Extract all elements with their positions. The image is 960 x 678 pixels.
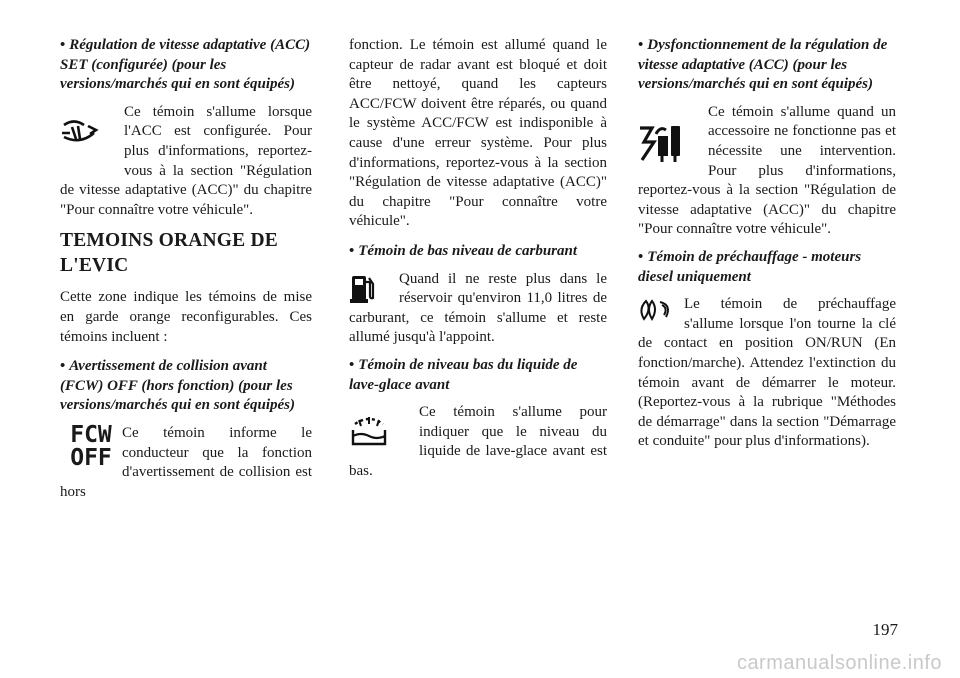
bullet: • bbox=[638, 248, 644, 265]
preheat-heading: • Témoin de préchauffage - moteurs diesel uniquement bbox=[638, 248, 862, 285]
bullet: • bbox=[638, 37, 644, 53]
preheat-text: Le témoin de préchauffage s'allume lorsque l'on tourne la clé de contact en position ON/RUN (En fonction/marche). Attendez l'extinction du témoin avant de démarrer le moteur. (Reportez-vous à la rubrique "Méthodes de démarrage" dans la section "Démarrage et conduite" pour plus d'informations). bbox=[638, 296, 896, 450]
acc-fault-icon bbox=[638, 103, 708, 181]
acc-fault-text: Ce témoin s'allume quand un accessoire ne fonctionne pas et nécessite une intervention. Pour plus d'informations, reportez-vous à la section "Régulation de vitesse adaptative (ACC)" du chapitre "Pour connaître votre véhicule". bbox=[638, 103, 896, 238]
fcw-continued-text: fonction. Le témoin est allumé quand le capteur de radar avant est bloqué et doit être nettoyé, quand les capteurs ACC/FCW doivent être réparés, ou quand le système ACC/FCW est indisponible à cause d'une erreur système. Pour plus d'informations, reportez-vous à la section "Régulation de vitesse adaptative (ACC)" du chapitre "Pour connaître votre véhicule". bbox=[349, 37, 607, 230]
fcw-off-icon: FCW OFF bbox=[70, 423, 112, 471]
fuel-heading: • Témoin de bas niveau de carburant bbox=[349, 242, 578, 259]
section-title: TEMOINS ORANGE DE L'EVIC bbox=[60, 230, 278, 277]
acc-set-text: Ce témoin s'allume lorsque l'ACC est configurée. Pour plus d'informations, reportez-vous à la section "Régulation de vitesse adaptative (ACC)" du chapitre "Pour connaître votre véhicule". bbox=[60, 103, 312, 218]
washer-heading: • Témoin de niveau bas du liquide de lave-glace avant bbox=[349, 356, 578, 393]
acc-set-heading: • Régulation de vitesse adaptative (ACC) SET (configurée) (pour les versions/marchés qui en sont équipés) bbox=[60, 37, 311, 93]
acc-fault-heading: • Dysfonctionnement de la régulation de vitesse adaptative (ACC) (pour les versions/marchés qui en sont équipés) bbox=[638, 37, 888, 93]
glow-plug-icon bbox=[638, 295, 684, 325]
fuel-pump-icon bbox=[349, 270, 399, 306]
bullet: • bbox=[349, 242, 355, 259]
column-3 bbox=[638, 36, 896, 460]
fcw-off-block bbox=[60, 424, 312, 502]
bullet: • bbox=[60, 37, 66, 53]
acc-fault-block bbox=[638, 103, 896, 240]
washer-text: Ce témoin s'allume pour indiquer que le niveau du liquide de lave-glace avant est bas. bbox=[349, 404, 607, 479]
column-1 bbox=[60, 36, 312, 510]
fcw-off-heading: • Avertissement de collision avant (FCW) OFF (hors fonction) (pour les versions/marchés qui en sont équipés) bbox=[60, 358, 296, 414]
washer-fluid-icon bbox=[349, 403, 419, 457]
bullet: • bbox=[349, 356, 355, 373]
intro-text: Cette zone indique les témoins de mise en garde orange reconfigurables. Ces témoins incluent : bbox=[60, 289, 312, 345]
preheat-block bbox=[638, 295, 896, 452]
acc-set-block bbox=[60, 103, 312, 221]
acc-set-icon bbox=[60, 103, 124, 163]
watermark: carmanualsonline.info bbox=[736, 652, 942, 674]
page-number: 197 bbox=[872, 620, 898, 639]
fcw-off-text: Ce témoin informe le conducteur que la fonction d'avertissement de collision est hors bbox=[60, 424, 312, 500]
washer-block bbox=[349, 403, 607, 481]
fuel-text: Quand il ne reste plus dans le réservoir qu'environ 11,0 litres de carburant, ce témoin s'allume et reste allumé jusqu'à l'appoint. bbox=[349, 270, 607, 346]
fuel-block bbox=[349, 270, 607, 348]
column-2 bbox=[349, 36, 607, 489]
bullet: • bbox=[60, 358, 66, 375]
